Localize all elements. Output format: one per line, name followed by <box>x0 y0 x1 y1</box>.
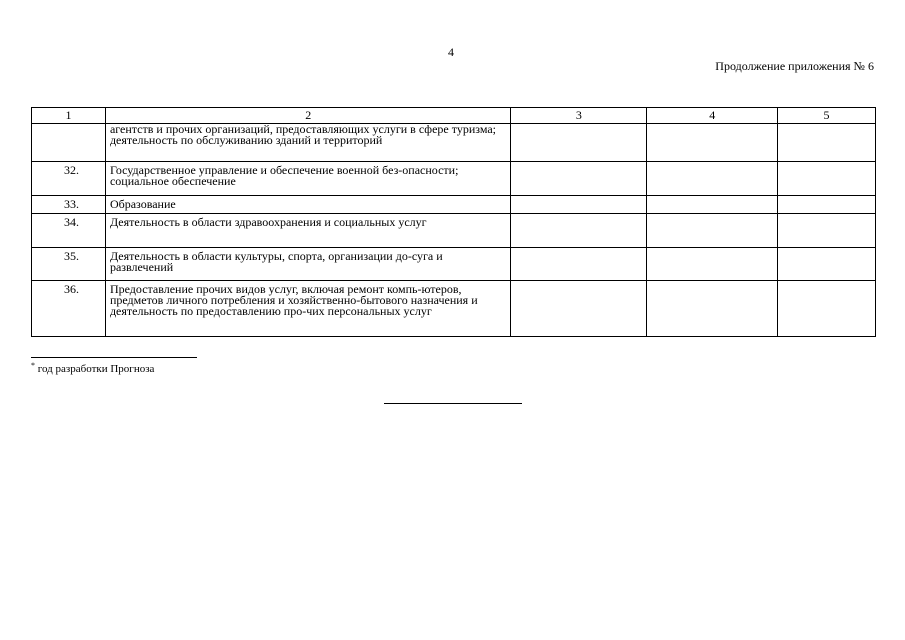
row-cell <box>778 162 876 196</box>
header-col-5: 5 <box>778 108 876 124</box>
row-description: Деятельность в области культуры, спорта, организации до-суга и развлечений <box>105 248 511 281</box>
row-cell <box>778 214 876 248</box>
row-description: Государственное управление и обеспечение военной без-опасности; социальное обеспечение <box>105 162 511 196</box>
row-number: 32. <box>32 162 106 196</box>
row-cell <box>511 248 647 281</box>
row-cell <box>647 196 778 214</box>
footnote-divider <box>31 357 197 358</box>
header-col-1: 1 <box>32 108 106 124</box>
row-cell <box>511 196 647 214</box>
table-row <box>32 162 876 196</box>
footnote-text: год разработки Прогноза <box>35 363 155 375</box>
row-cell <box>511 214 647 248</box>
table-row <box>32 124 876 162</box>
row-cell <box>511 162 647 196</box>
table-row <box>32 281 876 337</box>
row-cell <box>647 124 778 162</box>
row-cell <box>647 248 778 281</box>
row-number: 33. <box>32 196 106 214</box>
row-cell <box>778 124 876 162</box>
table-row <box>32 196 876 214</box>
document-end-rule <box>384 403 522 404</box>
table-row <box>32 248 876 281</box>
footnote-marker: * <box>31 361 35 370</box>
header-col-3: 3 <box>511 108 647 124</box>
row-cell <box>778 196 876 214</box>
row-number <box>32 124 106 162</box>
forecast-table <box>31 107 876 337</box>
row-number: 36. <box>32 281 106 337</box>
row-cell <box>647 281 778 337</box>
row-cell <box>511 124 647 162</box>
row-description: Образование <box>105 196 511 214</box>
row-description: агентств и прочих организаций, предоставляющих услуги в сфере туризма; деятельность по обслуживанию зданий и территорий <box>105 124 511 162</box>
row-cell <box>778 281 876 337</box>
footnote <box>31 361 154 375</box>
row-number: 34. <box>32 214 106 248</box>
header-col-4: 4 <box>647 108 778 124</box>
row-cell <box>647 214 778 248</box>
row-cell <box>511 281 647 337</box>
table-row <box>32 214 876 248</box>
row-description: Предоставление прочих видов услуг, включая ремонт компь-ютеров, предметов личного потребления и хозяйственно-бытового назначения и деятельность по предоставлению про-чих персональных услуг <box>105 281 511 337</box>
row-cell <box>647 162 778 196</box>
row-cell <box>778 248 876 281</box>
row-description: Деятельность в области здравоохранения и социальных услуг <box>105 214 511 248</box>
header-col-2: 2 <box>105 108 511 124</box>
page-number: 4 <box>448 45 454 59</box>
appendix-continuation-label: Продолжение приложения № 6 <box>715 59 874 73</box>
row-number: 35. <box>32 248 106 281</box>
